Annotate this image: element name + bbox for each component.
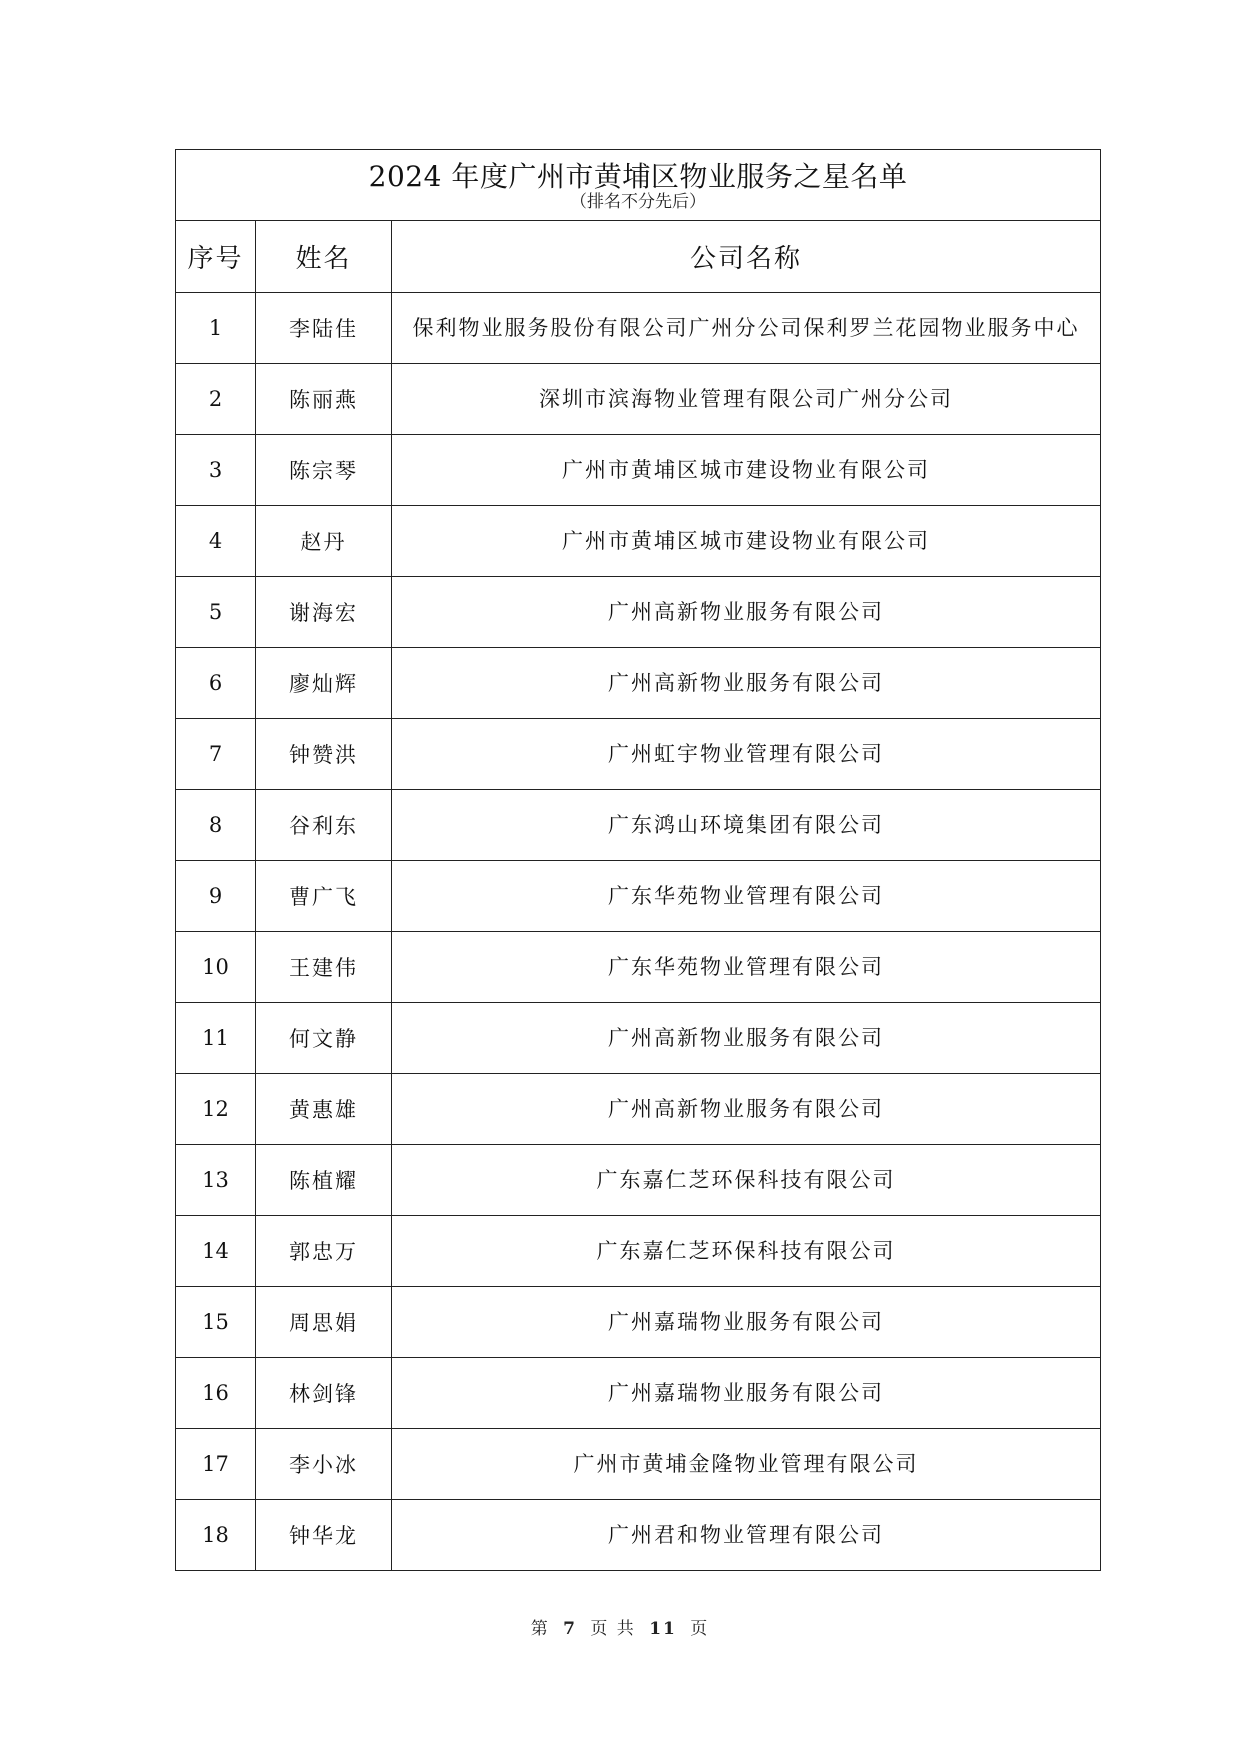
row-number: 15: [176, 1287, 256, 1358]
document-sheet: [175, 149, 1101, 1571]
document-subtitle: （排名不分先后）: [570, 192, 706, 213]
row-name: 陈宗琴: [256, 435, 392, 506]
row-name: 郭忠万: [256, 1216, 392, 1287]
table-row: [176, 293, 1101, 364]
table-row: [176, 861, 1101, 932]
title-cell: [176, 150, 1101, 221]
row-name: 陈丽燕: [256, 364, 392, 435]
row-name: 钟华龙: [256, 1500, 392, 1571]
row-company: 广州虹宇物业管理有限公司: [392, 719, 1101, 790]
row-company: 广州嘉瑞物业服务有限公司: [392, 1287, 1101, 1358]
header-no: 序号: [176, 221, 256, 293]
row-name: 周思娟: [256, 1287, 392, 1358]
row-name: 何文静: [256, 1003, 392, 1074]
row-name: 王建伟: [256, 932, 392, 1003]
row-number: 6: [176, 648, 256, 719]
table-row: [176, 719, 1101, 790]
row-name: 钟赞洪: [256, 719, 392, 790]
row-number: 17: [176, 1429, 256, 1500]
table-row: [176, 932, 1101, 1003]
table-row: [176, 1003, 1101, 1074]
row-company: 广州君和物业管理有限公司: [392, 1500, 1101, 1571]
row-company: 保利物业服务股份有限公司广州分公司保利罗兰花园物业服务中心: [392, 293, 1101, 364]
row-company: 广州嘉瑞物业服务有限公司: [392, 1358, 1101, 1429]
row-number: 11: [176, 1003, 256, 1074]
row-number: 14: [176, 1216, 256, 1287]
row-name: 谷利东: [256, 790, 392, 861]
row-company: 广东嘉仁芝环保科技有限公司: [392, 1145, 1101, 1216]
table-row: [176, 1287, 1101, 1358]
row-number: 2: [176, 364, 256, 435]
table-row: [176, 364, 1101, 435]
row-number: 3: [176, 435, 256, 506]
row-name: 黄惠雄: [256, 1074, 392, 1145]
table-row: [176, 506, 1101, 577]
row-number: 13: [176, 1145, 256, 1216]
page-footer: [0, 1614, 1240, 1639]
row-number: 16: [176, 1358, 256, 1429]
table-row: [176, 1074, 1101, 1145]
table-row: [176, 1358, 1101, 1429]
row-number: 4: [176, 506, 256, 577]
row-number: 7: [176, 719, 256, 790]
table-row: [176, 1145, 1101, 1216]
row-name: 谢海宏: [256, 577, 392, 648]
row-company: 广州市黄埔金隆物业管理有限公司: [392, 1429, 1101, 1500]
footer-prefix: 第: [530, 1619, 550, 1639]
row-number: 9: [176, 861, 256, 932]
footer-suffix: 页: [690, 1619, 710, 1639]
footer-middle: 页 共: [590, 1619, 636, 1639]
row-number: 12: [176, 1074, 256, 1145]
table-row: [176, 790, 1101, 861]
row-company: 广州高新物业服务有限公司: [392, 648, 1101, 719]
title-row: [176, 150, 1101, 221]
row-company: 广东华苑物业管理有限公司: [392, 861, 1101, 932]
row-number: 8: [176, 790, 256, 861]
row-name: 林剑锋: [256, 1358, 392, 1429]
row-name: 李小冰: [256, 1429, 392, 1500]
row-name: 赵丹: [256, 506, 392, 577]
row-company: 广州市黄埔区城市建设物业有限公司: [392, 506, 1101, 577]
footer-page-number: 7: [563, 1619, 577, 1639]
row-company: 广州高新物业服务有限公司: [392, 1003, 1101, 1074]
row-number: 10: [176, 932, 256, 1003]
row-company: 广东嘉仁芝环保科技有限公司: [392, 1216, 1101, 1287]
table-row: [176, 1216, 1101, 1287]
document-title: 2024 年度广州市黄埔区物业服务之星名单: [368, 159, 908, 193]
row-name: 李陆佳: [256, 293, 392, 364]
row-company: 深圳市滨海物业管理有限公司广州分公司: [392, 364, 1101, 435]
footer-total-pages: 11: [649, 1619, 677, 1639]
row-company: 广州高新物业服务有限公司: [392, 1074, 1101, 1145]
row-company: 广东华苑物业管理有限公司: [392, 932, 1101, 1003]
table-row: [176, 1429, 1101, 1500]
header-company: 公司名称: [392, 221, 1101, 293]
row-name: 陈植耀: [256, 1145, 392, 1216]
row-name: 曹广飞: [256, 861, 392, 932]
row-company: 广州市黄埔区城市建设物业有限公司: [392, 435, 1101, 506]
row-number: 1: [176, 293, 256, 364]
row-company: 广东鸿山环境集团有限公司: [392, 790, 1101, 861]
row-company: 广州高新物业服务有限公司: [392, 577, 1101, 648]
row-name: 廖灿辉: [256, 648, 392, 719]
row-number: 18: [176, 1500, 256, 1571]
awardee-table: [175, 149, 1101, 1571]
table-row: [176, 648, 1101, 719]
table-row: [176, 435, 1101, 506]
table-row: [176, 1500, 1101, 1571]
table-header-row: [176, 221, 1101, 293]
row-number: 5: [176, 577, 256, 648]
header-name: 姓名: [256, 221, 392, 293]
table-row: [176, 577, 1101, 648]
